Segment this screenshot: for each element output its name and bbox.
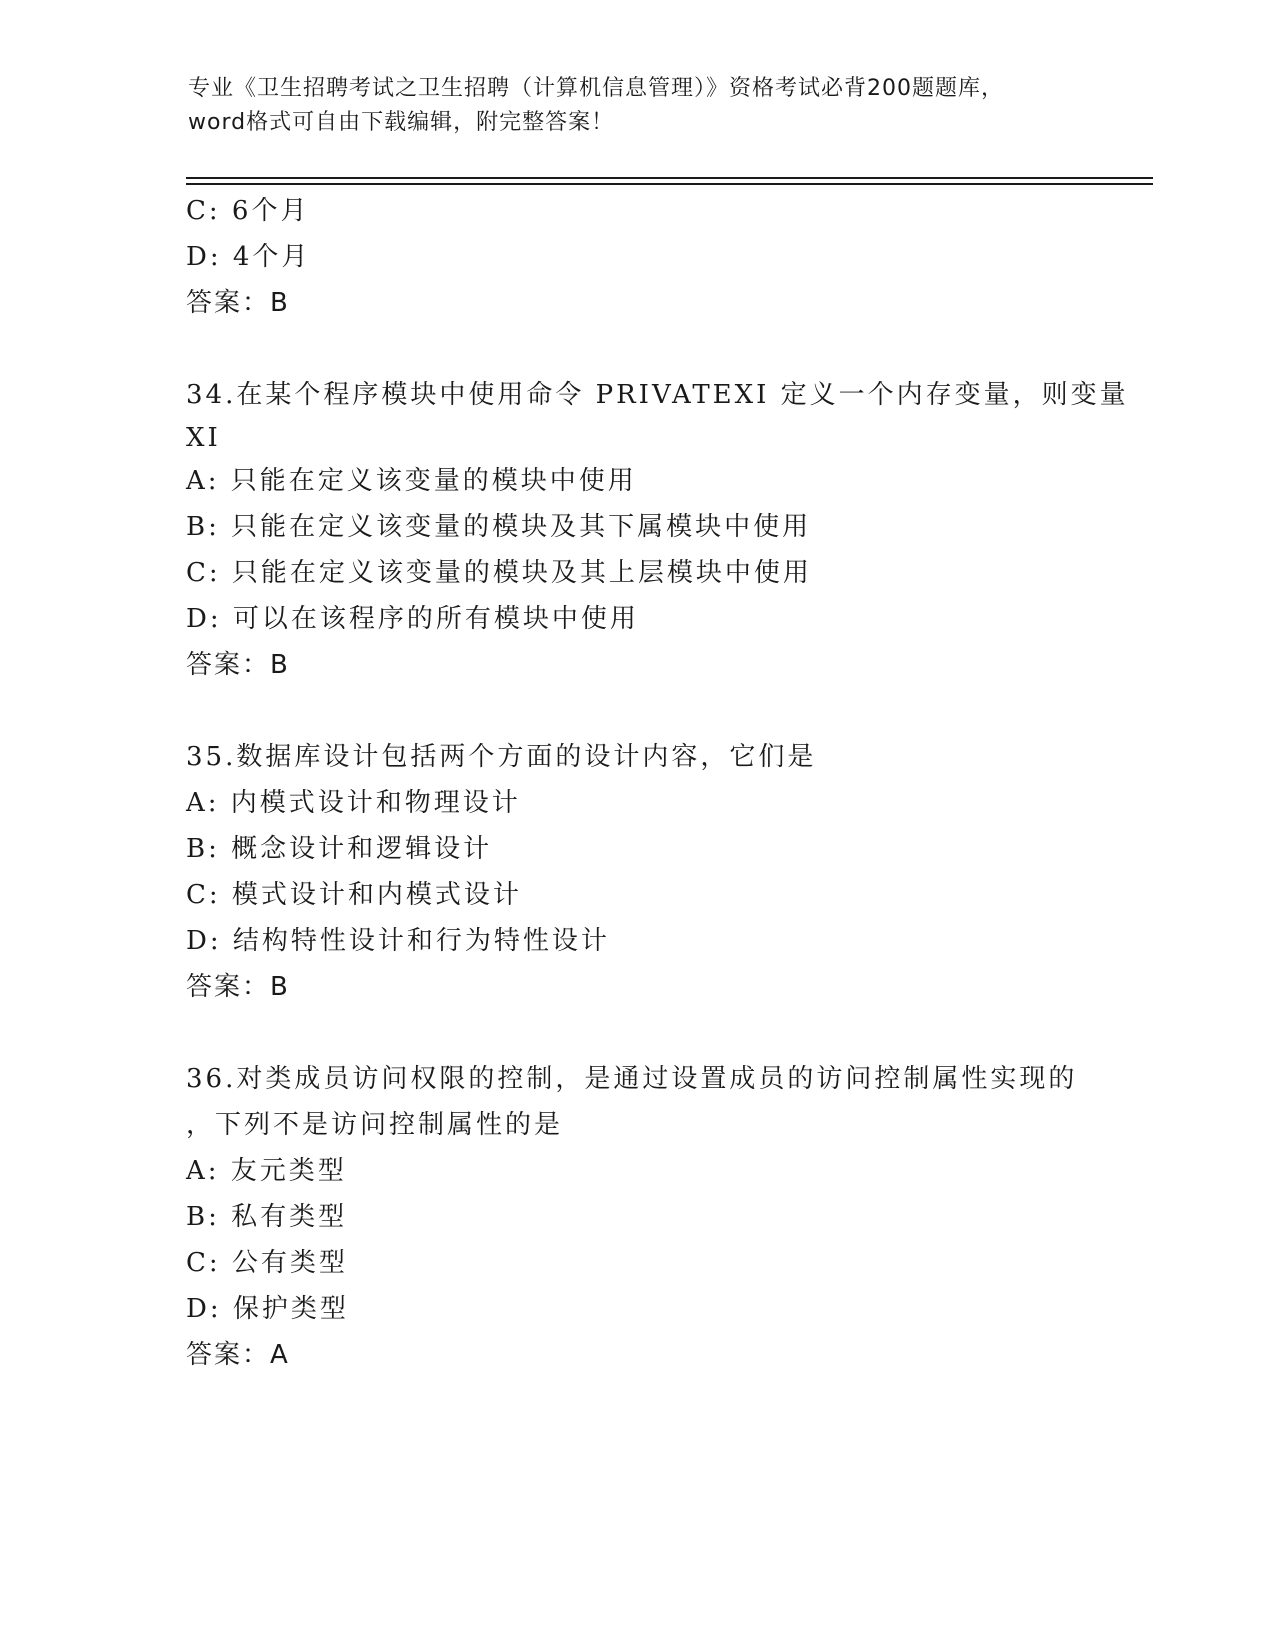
option-c: C: 6个月 [186,196,310,226]
header-divider-bottom [186,183,1153,185]
option-d: D: 保护类型 [186,1294,349,1324]
question-stem-continued: ，下列不是访问控制属性的是 [186,1110,564,1140]
spacer [186,1010,1086,1056]
option-a: A: 只能在定义该变量的模块中使用 [186,466,637,496]
question-34 [186,372,1129,688]
option-b: B: 私有类型 [186,1202,348,1232]
answer-line: 答案：A [186,1340,290,1370]
question-stem: 34.在某个程序模块中使用命令 PRIVATEXI 定义一个内存变量，则变量 [186,380,1129,410]
question-stem: 36.对类成员访问权限的控制，是通过设置成员的访问控制属性实现的 [186,1064,1078,1094]
option-c: C: 只能在定义该变量的模块及其上层模块中使用 [186,558,812,588]
option-b: B: 只能在定义该变量的模块及其下属模块中使用 [186,512,812,542]
option-d: D: 4个月 [186,242,311,272]
document-header [188,72,1088,140]
header-divider-top [186,177,1153,179]
option-b: B: 概念设计和逻辑设计 [186,834,493,864]
question-stem-continued: XI [186,423,221,453]
option-c: C: 公有类型 [186,1248,348,1278]
previous-question [186,188,1086,326]
answer-line: 答案：B [186,288,290,318]
header-line-2: word格式可自由下载编辑，附完整答案！ [188,110,615,135]
spacer [186,326,1086,372]
spacer [186,688,1086,734]
option-a: A: 友元类型 [186,1156,347,1186]
option-a: A: 内模式设计和物理设计 [186,788,521,818]
option-d: D: 结构特性设计和行为特性设计 [186,926,610,956]
header-line-1: 专业《卫生招聘考试之卫生招聘（计算机信息管理）》资格考试必背200题题库， [188,76,1004,101]
option-d: D: 可以在该程序的所有模块中使用 [186,604,639,634]
answer-line: 答案：B [186,972,290,1002]
question-content [186,188,1129,1378]
option-c: C: 模式设计和内模式设计 [186,880,522,910]
question-36 [186,1056,1086,1378]
question-stem: 35.数据库设计包括两个方面的设计内容，它们是 [186,742,817,772]
answer-line: 答案：B [186,650,290,680]
question-35 [186,734,1086,1010]
